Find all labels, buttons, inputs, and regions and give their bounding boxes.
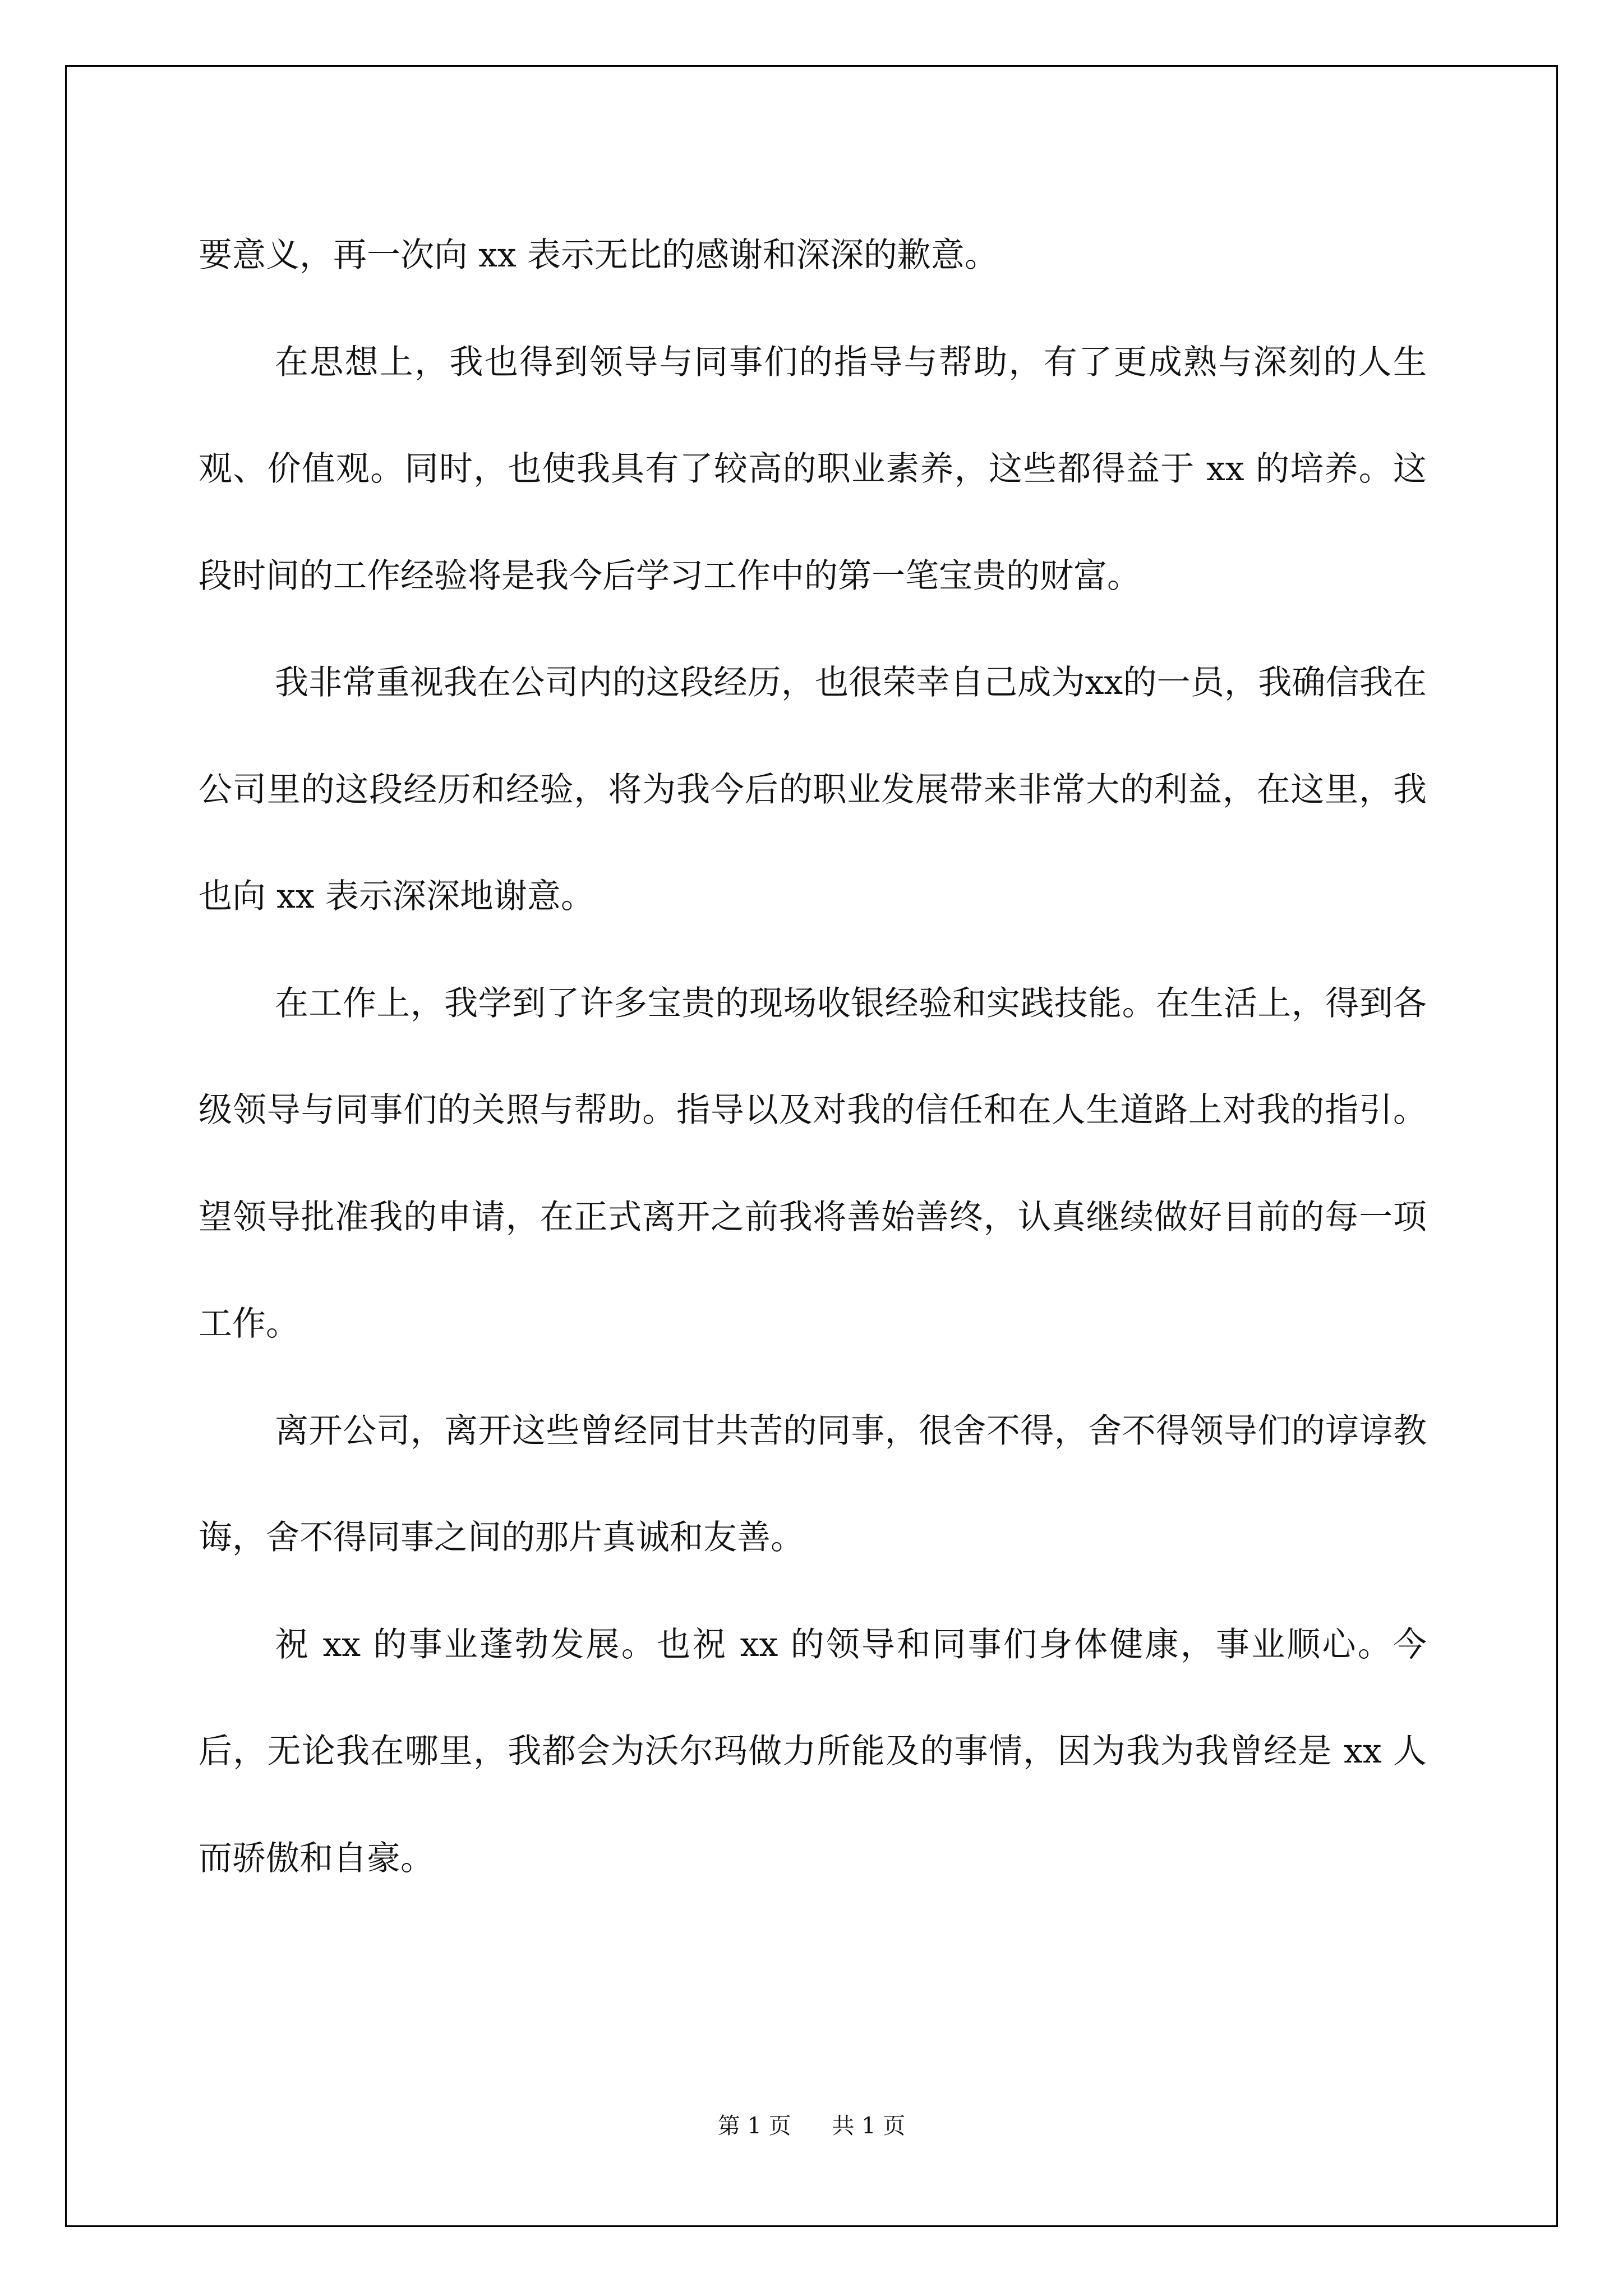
- paragraph-2: 在思想上，我也得到领导与同事们的指导与帮助，有了更成熟与深刻的人生观、价值观。同时，也使我具有了较高的职业素养，这些都得益于 xx 的培养。这段时间的工作经验将是我今后学习工作中的第一笔宝贵的财富。: [199, 342, 1427, 596]
- paragraph-3: 我非常重视我在公司内的这段经历，也很荣幸自己成为xx的一员，我确信我在公司里的这段经历和经验，将为我今后的职业发展带来非常大的利益，在这里，我也向 xx 表示深深地谢意。: [199, 663, 1427, 916]
- page-number: 第 1 页: [717, 2113, 791, 2139]
- page-total: 共 1 页: [832, 2113, 906, 2139]
- document-body: [199, 202, 1427, 1912]
- paragraph-5: 离开公司，离开这些曾经同甘共苦的同事，很舍不得，舍不得领导们的谆谆教诲，舍不得同事之间的那片真诚和友善。: [199, 1411, 1427, 1557]
- paragraph-4: 在工作上，我学到了许多宝贵的现场收银经验和实践技能。在生活上，得到各级领导与同事们的关照与帮助。指导以及对我的信任和在人生道路上对我的指引。望领导批准我的申请，在正式离开之前我将善始善终，认真继续做好目前的每一项工作。: [199, 983, 1427, 1343]
- paragraph-6: 祝 xx 的事业蓬勃发展。也祝 xx 的领导和同事们身体健康，事业顺心。今后，无论我在哪里，我都会为沃尔玛做力所能及的事情，因为我为我曾经是 xx 人而骄傲和自豪。: [199, 1625, 1427, 1878]
- page-footer: [0, 2108, 1623, 2140]
- paragraph-1: 要意义，再一次向 xx 表示无比的感谢和深深的歉意。: [199, 236, 998, 275]
